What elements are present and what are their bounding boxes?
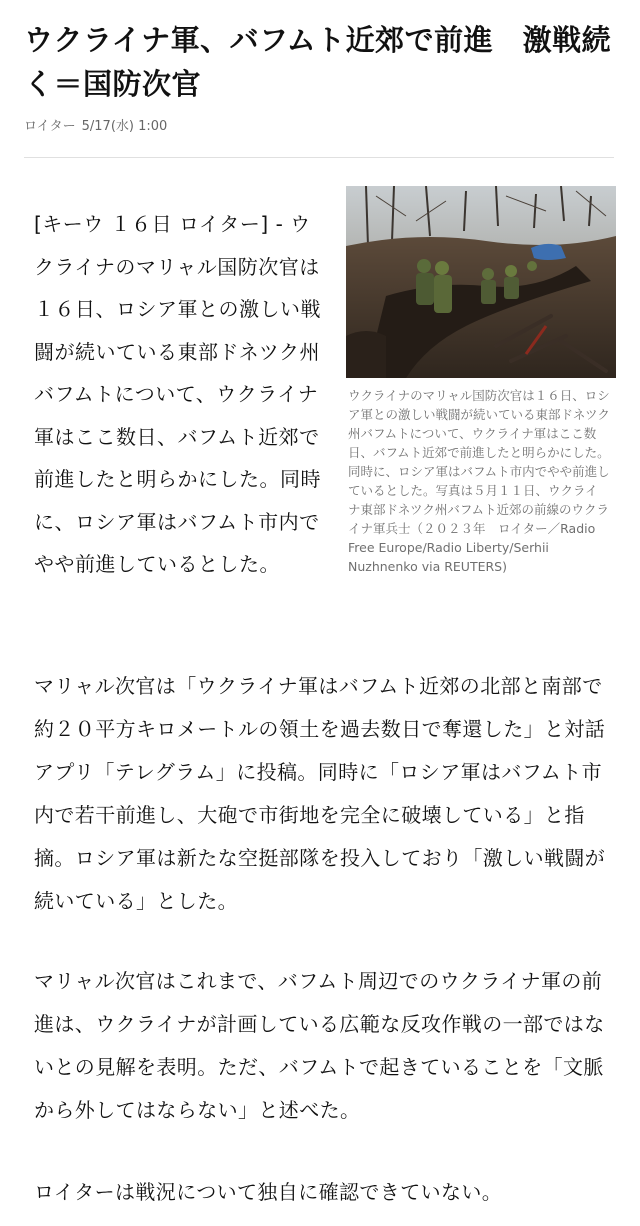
- byline: [24, 115, 167, 134]
- article-figure: [346, 186, 616, 576]
- photo-caption: ウクライナのマリャル国防次官は１６日、ロシア軍との激しい戦闘が続いている東部ドネツク州バフムトについて、ウクライナ軍はここ数日、バフムト近郊で前進したと明らかにした。同時に、ロシア軍はバフムト市内でやや前進しているとした。写真は５月１１日、ウクライナ東部ドネツク州バフムト近郊の前線のウクライナ軍兵士（２０２３年 ロイター／Radio Free Europe/Radio Liberty/Serhii Nuzhnenko via REUTERS): [348, 388, 610, 574]
- publish-date: 5/17(水) 1:00: [81, 119, 168, 134]
- body-paragraph: マリャル次官は「ウクライナ軍はバフムト近郊の北部と南部で約２０平方キロメートルの領土を過去数日で奪還した」と対話アプリ「テレグラム」に投稿。同時に「ロシア軍はバフムト市内で若干前進し、大砲で市街地を完全に破壊している」と指摘。ロシア軍は新たな空挺部隊を投入しており「激しい戦闘が続いている」とした。: [34, 674, 606, 913]
- article-title: ウクライナ軍、バフムト近郊で前進 激戦続く＝国防次官: [24, 23, 612, 101]
- body-paragraph: マリャル次官はこれまで、バフムト周辺でのウクライナ軍の前進は、ウクライナが計画している広範な反攻作戦の一部ではないとの見解を表明。ただ、バフムトで起きていることを「文脈から外してはならない」と述べた。: [34, 969, 605, 1122]
- lead-paragraph: [キーウ １６日 ロイター] - ウクライナのマリャル国防次官は１６日、ロシア軍との激しい戦闘が続いている東部ドネツク州バフムトについて、ウクライナ軍はここ数日、バフムト近郊で前進したと明らかにした。同時に、ロシア軍はバフムト市内でやや前進しているとした。: [34, 212, 321, 576]
- source-name[interactable]: ロイター: [24, 119, 76, 134]
- body-paragraph: ロイターは戦況について独自に確認できていない。: [34, 1180, 503, 1204]
- header-divider: [24, 157, 614, 158]
- news-photo[interactable]: [346, 186, 616, 378]
